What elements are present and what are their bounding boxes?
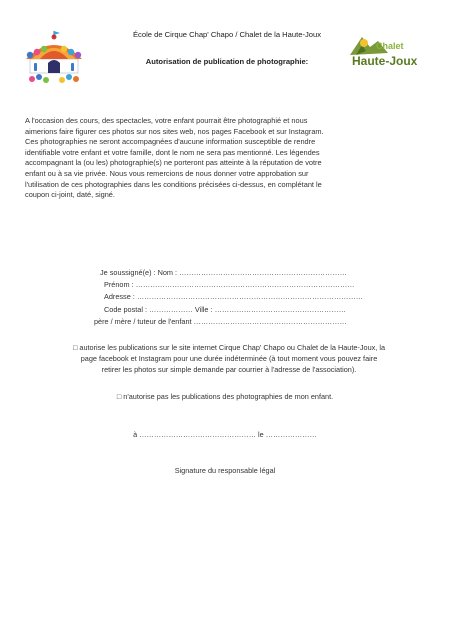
body-line: A l'occasion des cours, des spectacles, votre enfant pourrait être photographié et nous xyxy=(25,116,308,125)
body-line: identifiable votre enfant et votre famille, dont le nom ne sera pas mentionné. Les légendes xyxy=(25,147,320,157)
place-date-field[interactable]: à ………………………………………… le ………………… xyxy=(133,430,317,439)
body-line: l'utilisation de ces photographies dans les conditions précisées ci-dessus, en complétant le xyxy=(25,179,322,189)
authorize-line: retirer les photos sur simple demande par courrier à l'adresse de l'association). xyxy=(101,364,357,374)
body-line: enfant ou à sa vie privée. Nous vous remercions de nous donner votre approbation sur xyxy=(25,168,309,178)
address-field[interactable]: Adresse : ………………………………………………………………………………… xyxy=(104,292,364,301)
intro-paragraph xyxy=(25,116,417,201)
authorize-line: □ autorise les publications sur le site internet Cirque Chap' Chapo ou Chalet de la Haute-Joux, la xyxy=(72,343,386,352)
circus-tent-logo xyxy=(22,25,86,85)
signature-label: Signature du responsable légal xyxy=(174,466,276,475)
postal-city-field[interactable]: Code postal : ……………… Ville : ……………………………………………… xyxy=(104,305,346,314)
document-title: Autorisation de publication de photographie: xyxy=(145,57,309,66)
body-line: accompagnant la (ou les) photographie(s) ne porteront pas atteinte à la réputation de votre xyxy=(25,158,322,168)
no-authorize-option[interactable]: □ n'autorise pas les publications des photographies de mon enfant. xyxy=(116,392,334,401)
chalet-haute-joux-logo xyxy=(348,33,428,73)
logo-line1: Chalet xyxy=(376,41,404,51)
body-line: Ces photographies ne seront accompagnées d'aucune information susceptible de rendre xyxy=(25,137,316,147)
body-line: aimerions faire figurer ces photos sur nos sites web, nos pages Facebook et sur Instagram. xyxy=(25,126,324,136)
firstname-field[interactable]: Prénom : ……………………………………………………………………………… xyxy=(104,280,355,289)
parent-field[interactable]: père / mère / tuteur de l'enfant ……………………………………………………… xyxy=(94,317,347,326)
authorize-option[interactable] xyxy=(25,343,433,375)
authorize-line: page facebook et Instagram pour une durée indéterminée (à tout moment vous pouvez faire xyxy=(80,353,378,363)
undersigned-name-field[interactable]: Je soussigné(e) : Nom : …………………………………………………………… xyxy=(100,268,347,277)
logo-line2: Haute-Joux xyxy=(352,54,418,68)
body-line: coupon ci-joint, daté, signé. xyxy=(25,190,115,200)
organization-line: École de Cirque Chap' Chapo / Chalet de la Haute-Joux xyxy=(132,30,322,39)
